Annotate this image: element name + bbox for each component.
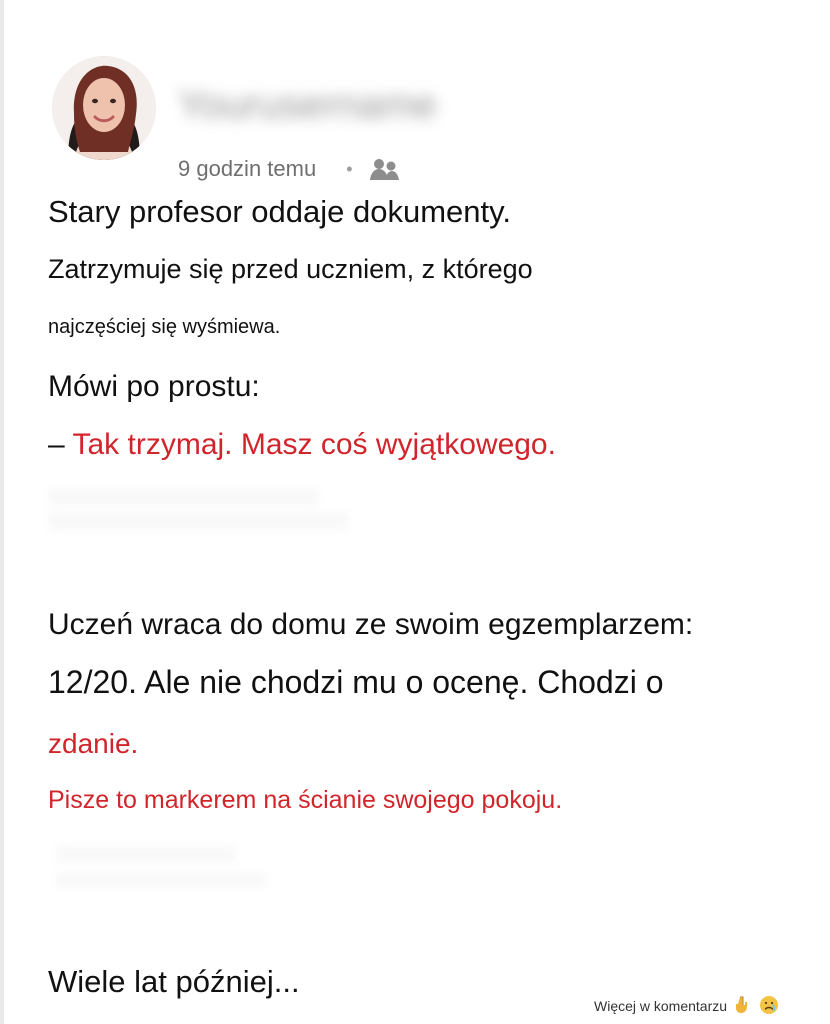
username-blurred[interactable]: Yourusername bbox=[178, 86, 437, 124]
story-line-4: Mówi po prostu: bbox=[48, 370, 260, 403]
quote-text: Tak trzymaj. Masz coś wyjątkowego. bbox=[72, 428, 556, 461]
story-line-2: Zatrzymuje się przed uczniem, z którego bbox=[48, 254, 533, 284]
group-icon bbox=[367, 156, 401, 182]
story-line-6: Uczeń wraca do domu ze swoim egzemplarzem: bbox=[48, 608, 694, 641]
avatar[interactable] bbox=[52, 56, 156, 160]
quote-dash: – bbox=[48, 428, 65, 461]
faded-text-ghost-3 bbox=[56, 846, 236, 862]
faded-text-ghost-2 bbox=[48, 512, 348, 530]
more-in-comment-note[interactable] bbox=[594, 994, 779, 1018]
timestamp: 9 godzin temu bbox=[178, 156, 317, 181]
meta-separator: • bbox=[346, 158, 353, 179]
faded-text-ghost-1 bbox=[48, 488, 318, 506]
sad-face-icon bbox=[759, 995, 779, 1017]
story-line-3: najczęściej się wyśmiewa. bbox=[48, 316, 281, 338]
story-quote-line bbox=[48, 428, 556, 462]
more-in-comment-label: Więcej w komentarzu bbox=[594, 998, 728, 1014]
pointing-down-icon bbox=[733, 995, 753, 1017]
post-meta bbox=[178, 152, 401, 186]
story-line-1: Stary profesor oddaje dokumenty. bbox=[48, 194, 511, 229]
left-divider bbox=[0, 0, 4, 1024]
story-line-8: zdanie. bbox=[48, 728, 139, 759]
story-line-10: Wiele lat później... bbox=[48, 964, 300, 999]
story-line-9: Pisze to markerem na ścianie swojego pokoju. bbox=[48, 786, 563, 814]
faded-text-ghost-4 bbox=[56, 872, 266, 888]
story-line-7: 12/20. Ale nie chodzi mu o ocenę. Chodzi o bbox=[48, 664, 664, 700]
